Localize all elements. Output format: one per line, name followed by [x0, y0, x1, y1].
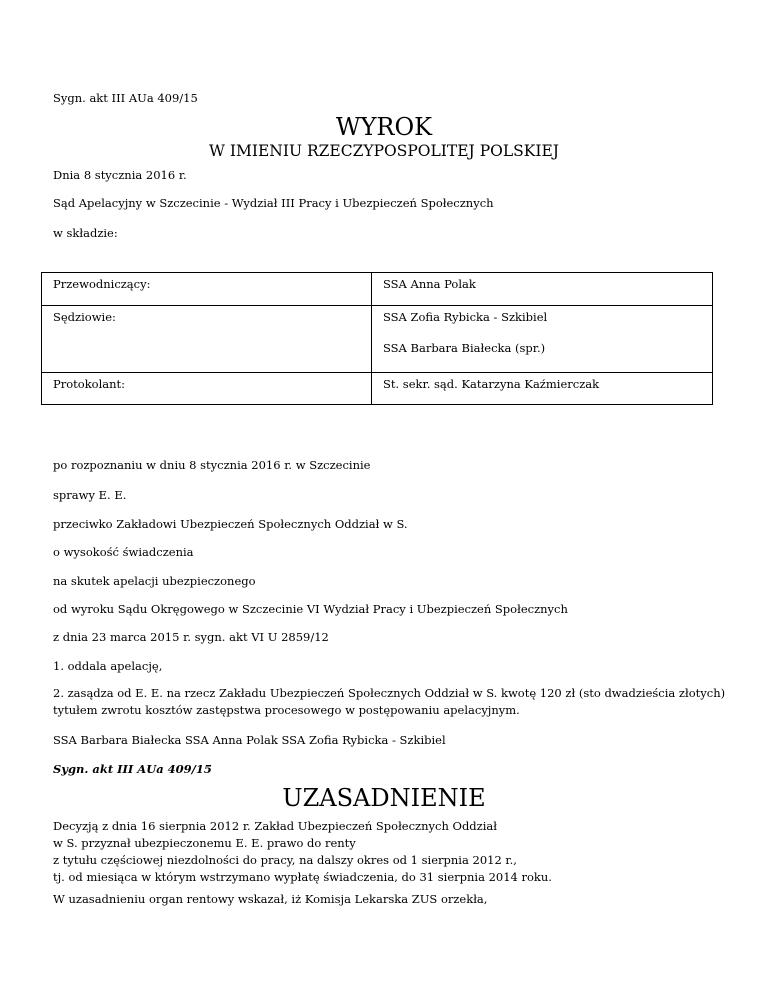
judges-label: Sędziowie:	[42, 306, 372, 373]
ruling-item-2-line-2: tytułem zwrotu kosztów zastępstwa procesowego w postępowaniu apelacyjnym.	[53, 703, 520, 717]
justification-paragraph-1	[53, 818, 552, 886]
justification-line-1: Decyzją z dnia 16 sierpnia 2012 r. Zakład Ubezpieczeń Społecznych Oddział	[53, 819, 497, 833]
clerk-value: St. sekr. sąd. Katarzyna Kaźmierczak	[372, 373, 713, 405]
signatures-line: SSA Barbara Białecka SSA Anna Polak SSA Zofia Rybicka - Szkibiel	[53, 733, 446, 747]
judges-value	[372, 306, 713, 373]
judge-1: SSA Zofia Rybicka - Szkibiel	[383, 310, 548, 324]
table-row	[42, 306, 713, 373]
composition-table	[41, 272, 713, 405]
document-title: WYROK	[335, 113, 433, 141]
presiding-value: SSA Anna Polak	[372, 273, 713, 306]
body-line-1: po rozpoznaniu w dniu 8 stycznia 2016 r. w Szczecinie	[53, 458, 371, 472]
table-row	[42, 273, 713, 306]
ruling-item-2-line-1: 2. zasądza od E. E. na rzecz Zakładu Ubezpieczeń Społecznych Oddział w S. kwotę 120 zł (sto dwadzieścia złotych)	[53, 686, 726, 700]
body-line-4: o wysokość świadczenia	[53, 545, 194, 559]
presiding-label: Przewodniczący:	[42, 273, 372, 306]
justification-line-2: w S. przyznał ubezpieczonemu E. E. prawo do renty	[53, 836, 356, 850]
body-line-7: z dnia 23 marca 2015 r. sygn. akt VI U 2859/12	[53, 630, 329, 644]
table-row	[42, 373, 713, 405]
body-line-2: sprawy E. E.	[53, 488, 127, 502]
document-subtitle: W IMIENIU RZECZYPOSPOLITEJ POLSKIEJ	[209, 142, 559, 160]
judge-2: SSA Barbara Białecka (spr.)	[383, 341, 546, 355]
composition-intro: w składzie:	[53, 226, 118, 240]
body-line-6: od wyroku Sądu Okręgowego w Szczecinie VI Wydział Pracy i Ubezpieczeń Społecznych	[53, 602, 568, 616]
case-signature: Sygn. akt III AUa 409/15	[53, 91, 198, 105]
ruling-item-2	[53, 685, 725, 719]
body-line-3: przeciwko Zakładowi Ubezpieczeń Społecznych Oddział w S.	[53, 517, 408, 531]
justification-signature: Sygn. akt III AUa 409/15	[53, 762, 212, 776]
justification-line-3: z tytułu częściowej niezdolności do pracy, na dalszy okres od 1 sierpnia 2012 r.,	[53, 853, 517, 867]
clerk-label: Protokolant:	[42, 373, 372, 405]
ruling-item-1: 1. oddala apelację,	[53, 659, 163, 673]
date-line: Dnia 8 stycznia 2016 r.	[53, 168, 187, 182]
justification-line-4: tj. od miesiąca w którym wstrzymano wypłatę świadczenia, do 31 sierpnia 2014 roku.	[53, 870, 552, 884]
justification-paragraph-2: W uzasadnieniu organ rentowy wskazał, iż Komisja Lekarska ZUS orzekła,	[53, 892, 488, 906]
body-line-5: na skutek apelacji ubezpieczonego	[53, 574, 256, 588]
justification-title: UZASADNIENIE	[282, 784, 486, 812]
court-line: Sąd Apelacyjny w Szczecinie - Wydział III Pracy i Ubezpieczeń Społecznych	[53, 196, 494, 210]
